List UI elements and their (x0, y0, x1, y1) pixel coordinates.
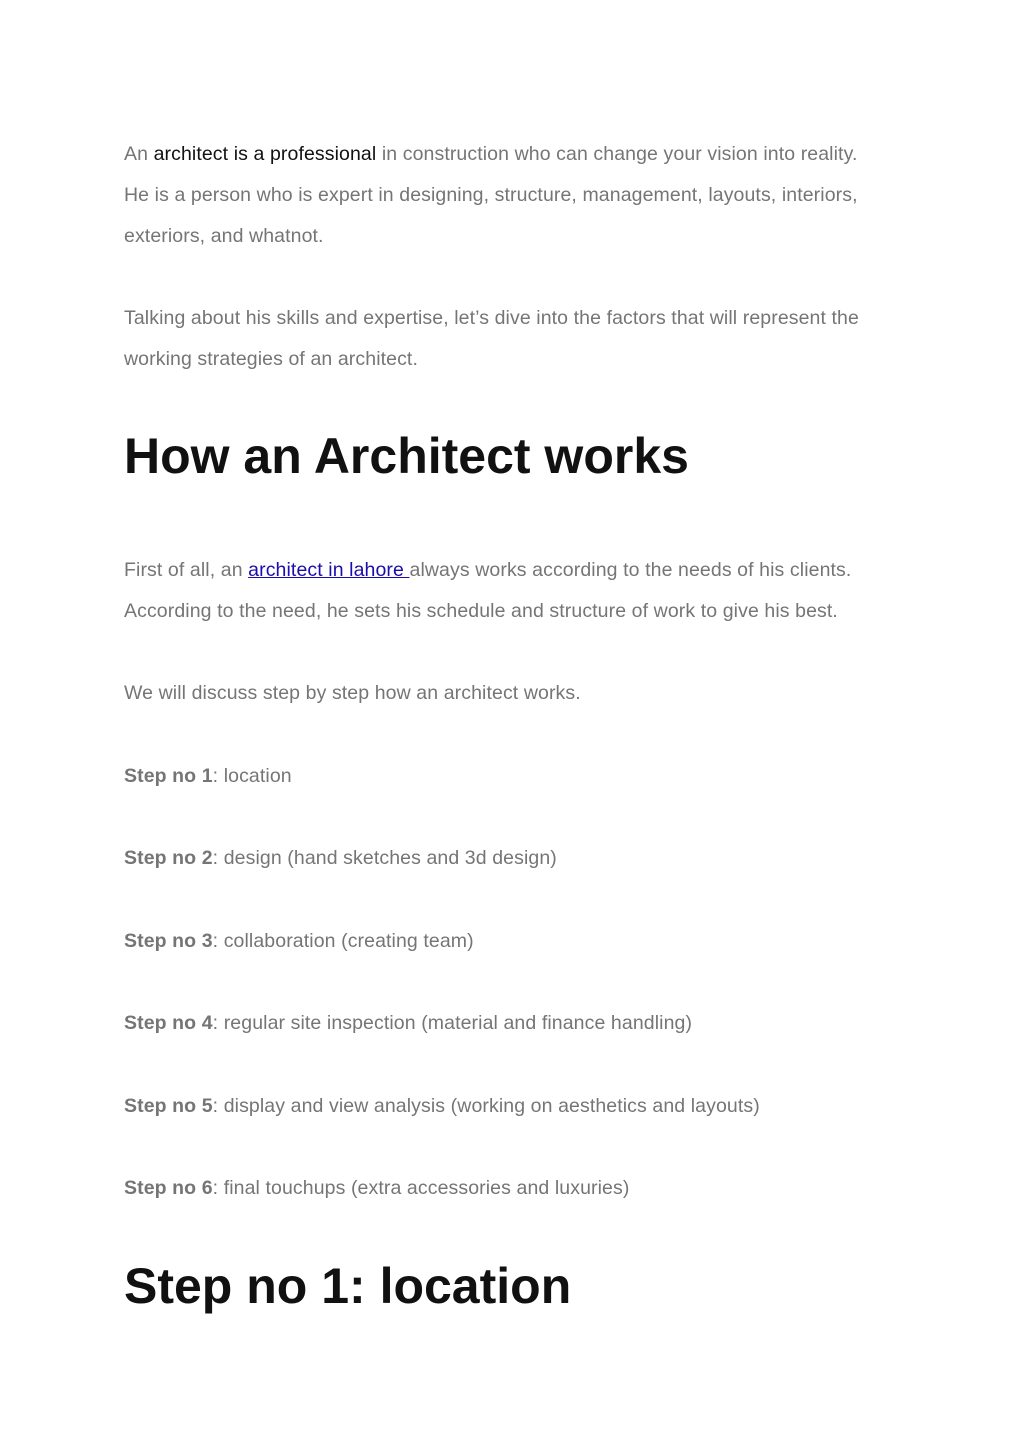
first-prefix: First of all, an (124, 559, 249, 581)
intro-line2: He is a person who is expert in designing, structure, management, layouts, interiors, (124, 184, 858, 206)
heading-step-1-location: Step no 1: location (124, 1258, 572, 1314)
step-label: Step no 4 (124, 1012, 213, 1034)
step-label: Step no 6 (124, 1177, 213, 1199)
intro-prefix: An (124, 143, 154, 165)
first-of-all-paragraph (124, 550, 914, 632)
step-item (124, 1086, 914, 1127)
step-text: : display and view analysis (working on aesthetics and layouts) (212, 1095, 760, 1117)
architect-in-lahore-link[interactable]: architect in lahore (248, 559, 410, 581)
step-text: : collaboration (creating team) (212, 930, 474, 952)
step-item (124, 838, 914, 879)
step-text: : regular site inspection (material and finance handling) (212, 1012, 693, 1034)
step-text: : design (hand sketches and 3d design) (212, 847, 557, 869)
first-line1-rest: always works according to the needs of his clients. (409, 559, 852, 581)
step-text: : location (212, 765, 292, 787)
step-text: : final touchups (extra accessories and luxuries) (212, 1177, 630, 1199)
intro-highlight: architect is a professional (153, 143, 377, 165)
step-item (124, 1168, 914, 1209)
step-item (124, 921, 914, 962)
intro-line1-rest: in construction who can change your vision into reality. (376, 143, 858, 165)
skills-line1: Talking about his skills and expertise, let’s dive into the factors that will represent the (124, 307, 859, 329)
intro-paragraph (124, 134, 914, 257)
intro-line3: exteriors, and whatnot. (124, 225, 324, 247)
discuss-paragraph: We will discuss step by step how an architect works. (124, 682, 581, 704)
step-label: Step no 3 (124, 930, 213, 952)
heading-how-architect-works: How an Architect works (124, 428, 689, 484)
skills-paragraph (124, 298, 914, 380)
first-line2: According to the need, he sets his schedule and structure of work to give his best. (124, 600, 838, 622)
step-label: Step no 5 (124, 1095, 213, 1117)
skills-line2: working strategies of an architect. (124, 348, 418, 370)
step-label: Step no 1 (124, 765, 213, 787)
step-item (124, 1003, 914, 1044)
step-item (124, 756, 914, 797)
step-label: Step no 2 (124, 847, 213, 869)
